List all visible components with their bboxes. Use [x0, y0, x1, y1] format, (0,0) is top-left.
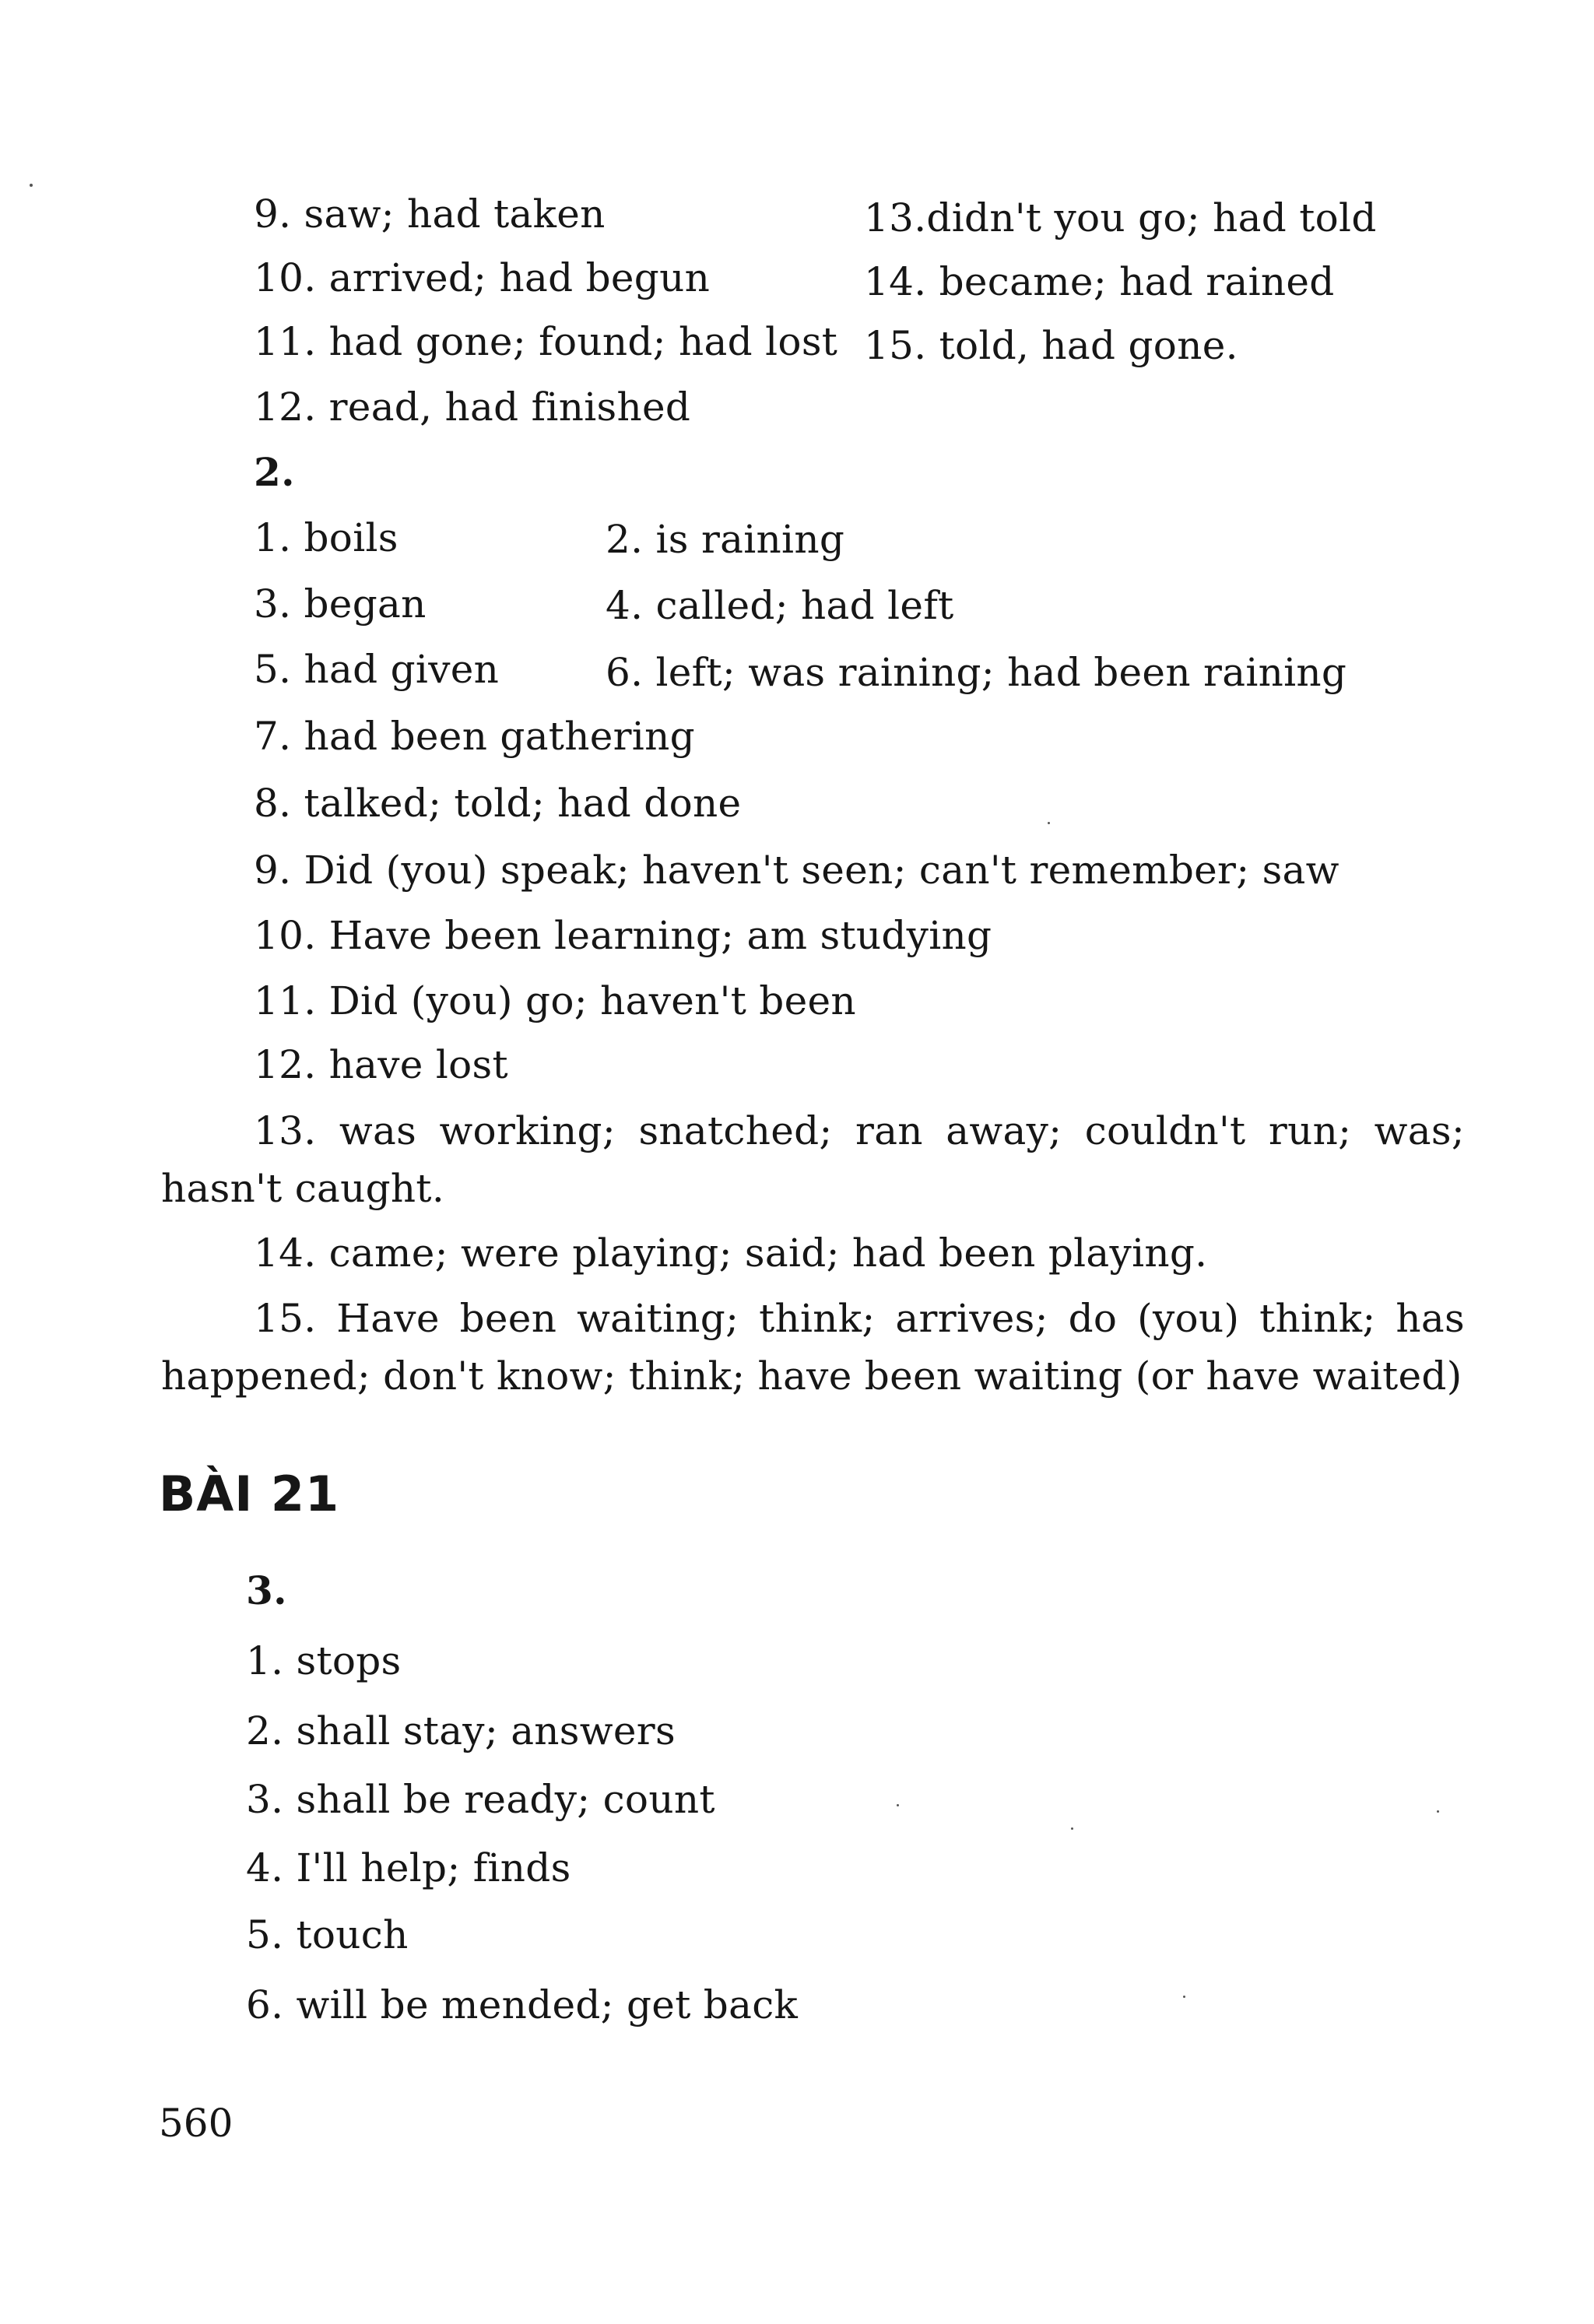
lesson-heading: BÀI 21 — [159, 1466, 340, 1522]
scan-speck — [1071, 1827, 1073, 1830]
s2-answer-12: 12. have lost — [254, 1042, 508, 1087]
s2-answer-15-line1: 15. Have been waiting; think; arrives; do (you) think; has — [254, 1296, 1465, 1341]
s2-answer-11: 11. Did (you) go; haven't been — [254, 978, 856, 1023]
s2-answer-1: 1. boils — [254, 515, 398, 560]
s2-answer-3: 3. began — [254, 581, 427, 627]
s2-answer-6: 6. left; was raining; had been raining — [606, 650, 1347, 695]
s2-answer-15-line2: happened; don't know; think; have been waiting (or have waited) — [161, 1353, 1462, 1399]
scan-speck — [1183, 1996, 1185, 1998]
s2-answer-13-line2: hasn't caught. — [161, 1166, 445, 1211]
section-3-label: 3. — [246, 1567, 287, 1613]
answer-9: 9. saw; had taken — [254, 191, 606, 237]
page-number: 560 — [159, 2101, 233, 2146]
answer-15: 15. told, had gone. — [864, 323, 1238, 368]
s2-answer-2: 2. is raining — [606, 517, 845, 562]
answer-10: 10. arrived; had begun — [254, 255, 711, 300]
s2-answer-10: 10. Have been learning; am studying — [254, 913, 992, 958]
s3-answer-2: 2. shall stay; answers — [246, 1708, 676, 1754]
s3-answer-4: 4. I'll help; finds — [246, 1845, 571, 1890]
s2-answer-9: 9. Did (you) speak; haven't seen; can't remember; saw — [254, 848, 1339, 893]
s2-answer-5: 5. had given — [254, 647, 500, 692]
s2-answer-7: 7. had been gathering — [254, 714, 695, 759]
s3-answer-1: 1. stops — [246, 1638, 402, 1683]
section-2-label: 2. — [254, 449, 295, 495]
scan-speck — [1048, 822, 1050, 824]
scan-speck — [1437, 1810, 1439, 1813]
s3-answer-3: 3. shall be ready; count — [246, 1777, 715, 1822]
s2-answer-4: 4. called; had left — [606, 583, 954, 628]
s2-answer-8: 8. talked; told; had done — [254, 781, 742, 826]
scan-speck — [30, 184, 33, 187]
s3-answer-6: 6. will be mended; get back — [246, 1982, 799, 2027]
answer-14: 14. became; had rained — [864, 259, 1335, 304]
s2-answer-13-line1: 13. was working; snatched; ran away; couldn't run; was; — [254, 1108, 1465, 1153]
answer-11: 11. had gone; found; had lost — [254, 319, 838, 364]
s2-answer-14: 14. came; were playing; said; had been playing. — [254, 1230, 1208, 1276]
answer-13: 13.didn't you go; had told — [864, 195, 1377, 240]
scan-speck — [897, 1804, 899, 1806]
s3-answer-5: 5. touch — [246, 1912, 409, 1957]
answer-12: 12. read, had finished — [254, 384, 691, 430]
